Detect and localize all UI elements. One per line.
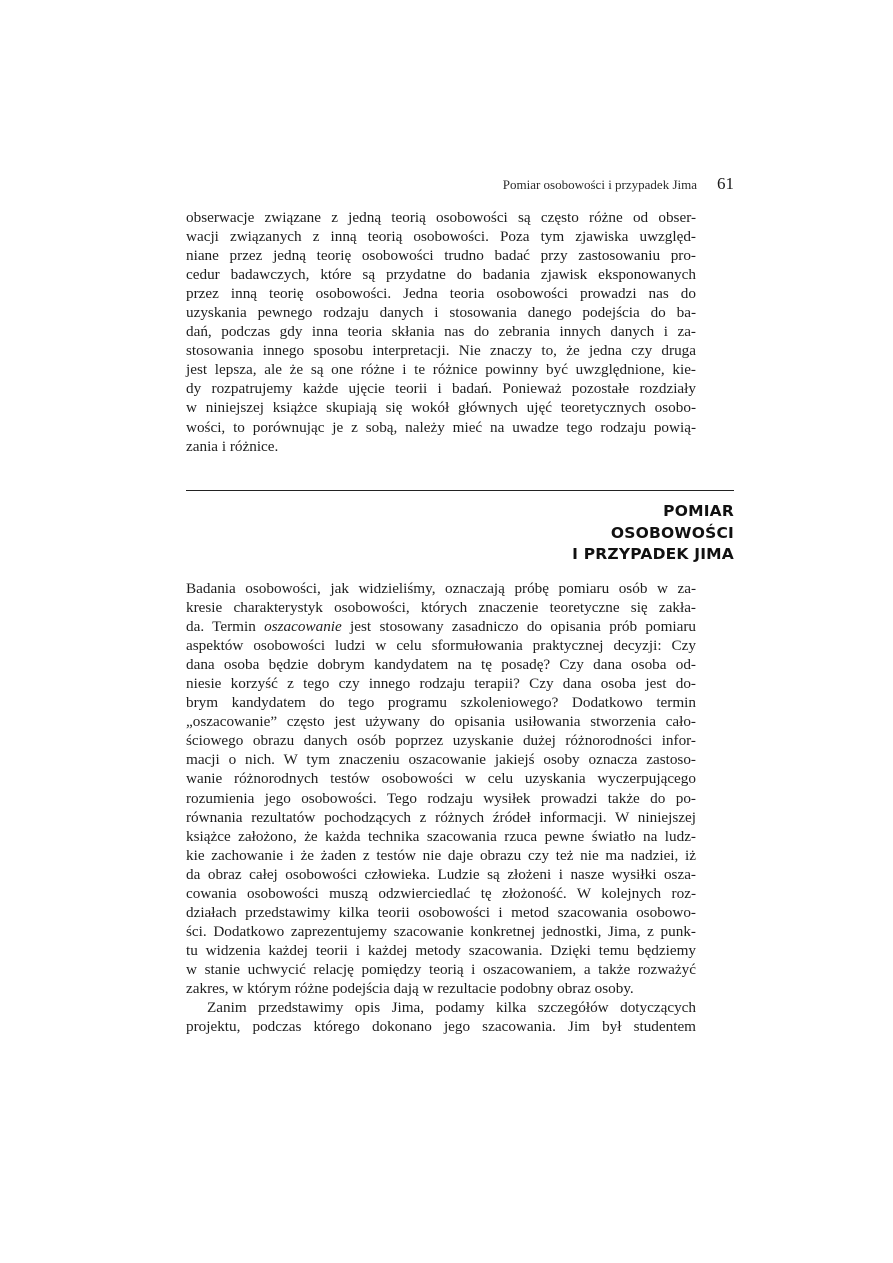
text-line: uzyskania pewnego rodzaju danych i stosowania danego podejścia do ba-	[186, 304, 696, 322]
text-line: dana osoba będzie dobrym kandydatem na tę posadę? Czy dana osoba od-	[186, 656, 696, 674]
text-line: jest lepsza, ale że są one różne i te różnice powinny być uwzględnione, kie-	[186, 361, 696, 379]
text-line: stosowania innego sposobu interpretacji. Nie znaczy to, że jedna czy druga	[186, 342, 696, 360]
text-line: da obraz całej osobowości człowieka. Ludzie są złożeni i nasze wysiłki osza-	[186, 865, 696, 883]
text-line: aspektów osobowości ludzi w celu sformułowania praktycznej decyzji: Czy	[186, 637, 696, 655]
section-heading-line: POMIAR	[663, 502, 734, 520]
text-line: działach przedstawimy kilka teorii osobowości i metod szacowania osobowo-	[186, 903, 696, 921]
section-heading-line: OSOBOWOŚCI	[610, 523, 734, 542]
text-line: zania i różnice.	[186, 437, 279, 455]
text-line: wanie różnorodnych testów osobowości w celu uzyskania wyczerpującego	[186, 770, 696, 788]
text-line: cowania osobowości muszą odzwierciedlać tę złożoność. W kolejnych roz-	[186, 884, 696, 902]
section-body	[186, 579, 696, 1036]
text-fragment: da. Termin	[186, 618, 265, 636]
text-line: książce założono, że każda technika szacowania rzuca pewne światło na ludz-	[186, 827, 696, 845]
text-line: rozumienia jego osobowości. Tego rodzaju wysiłek prowadzi także do po-	[186, 789, 696, 807]
text-line: w stanie uchwycić relację pomiędzy teorią i oszacowaniem, a także rozważyć	[186, 960, 696, 978]
text-line: Badania osobowości, jak widzieliśmy, oznaczają próbę pomiaru osób w za-	[186, 580, 696, 597]
text-line: dań, podczas gdy inna teoria skłania nas do zebrania innych danych i za-	[186, 323, 696, 341]
section-divider	[186, 490, 734, 491]
text-line: macji o nich. W tym znaczeniu oszacowanie jakiejś osoby oznacza zastoso-	[186, 751, 696, 769]
text-line: zakres, w którym różne podejścia dają w rezultacie podobny obraz osoby.	[186, 979, 634, 997]
text-line: kresie charakterystyk osobowości, których znaczenie teoretyczne się zakła-	[186, 599, 696, 617]
text-line: równania rezultatów pochodzących z różnych źródeł informacji. W niniejszej	[186, 808, 696, 826]
text-line: projektu, podczas którego dokonano jego szacowania. Jim był studentem	[186, 1018, 696, 1036]
text-line: wacji związanych z inną teorią osobowości. Poza tym zjawiska uwzględ-	[186, 228, 696, 246]
text-line: kie zachowanie i że żaden z testów nie daje obrazu czy też nie ma nadziei, iż	[186, 846, 696, 864]
text-line: dy rozpatrujemy każde ujęcie teorii i badań. Ponieważ pozostałe rozdziały	[186, 380, 696, 398]
running-head	[186, 174, 734, 198]
page-number: 61	[717, 174, 734, 193]
text-line: obserwacje związane z jedną teorią osobowości są często różne od obser-	[186, 209, 696, 226]
text-line: ści. Dodatkowo zaprezentujemy szacowanie konkretnej jednostki, Jima, z punk-	[186, 922, 696, 940]
section-heading	[434, 501, 734, 566]
text-line: brym kandydatem do tego programu szkoleniowego? Dodatkowo termin	[186, 694, 696, 712]
text-line: niane przez jedną teorię osobowości trudno badać przy zastosowaniu pro-	[186, 247, 696, 265]
italic-term: oszacowanie	[264, 618, 342, 636]
text-line: niesie korzyść z tego czy innego rodzaju terapii? Czy dana osoba jest do-	[186, 675, 696, 693]
text-line: przez inną teorię osobowości. Jedna teoria osobowości prowadzi nas do	[186, 285, 696, 303]
text-line: tu widzenia każdej teorii i każdej metody szacowania. Dzięki temu będziemy	[186, 941, 696, 959]
text-line: „oszacowanie” często jest używany do opisania usiłowania stworzenia cało-	[186, 713, 696, 731]
text-line: ściowego obrazu danych osób poprzez uzyskanie dużej różnorodności infor-	[186, 732, 696, 750]
section-heading-line: I PRZYPADEK JIMA	[572, 545, 734, 563]
text-line: wości, to porównując je z sobą, należy mieć na uwadze tego rodzaju powią-	[186, 418, 696, 436]
running-head-title: Pomiar osobowości i przypadek Jima	[502, 177, 697, 192]
paragraph-continuation	[186, 208, 696, 456]
text-line	[186, 617, 696, 636]
text-line: w niniejszej książce skupiają się wokół głównych ujęć teoretycznych osobo-	[186, 399, 696, 417]
text-line: Zanim przedstawimy opis Jima, podamy kilka szczegółów dotyczących	[207, 999, 696, 1017]
text-line: cedur badawczych, które są przydatne do badania zjawisk eksponowanych	[186, 266, 696, 284]
text-fragment: jest stosowany zasadniczo do opisania prób pomiaru	[341, 618, 696, 636]
